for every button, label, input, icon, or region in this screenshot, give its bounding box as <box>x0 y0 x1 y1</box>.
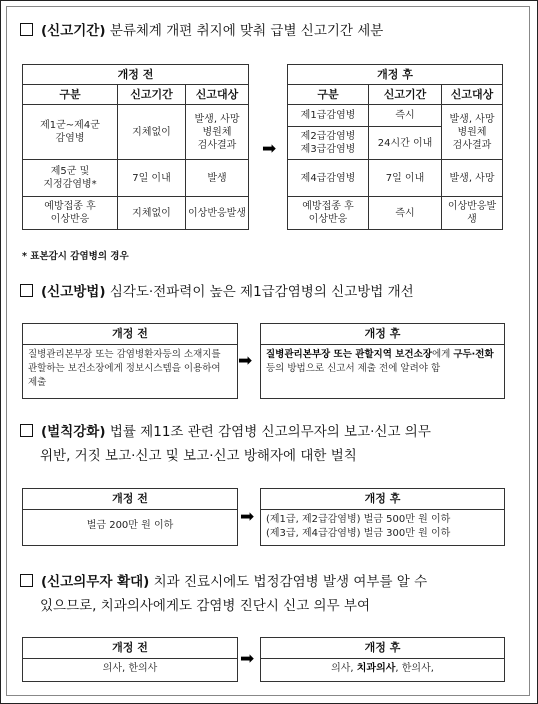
box-title: 개정 전 <box>23 638 237 659</box>
section1-heading <box>20 20 383 42</box>
table-title: 개정 전 <box>23 65 249 85</box>
box-body <box>261 659 504 679</box>
table-cell: 제5군 및 지정감염병* <box>23 160 118 197</box>
table-cell: 발생, 사망 병원체 검사결과 <box>442 105 503 160</box>
square-bullet-icon <box>20 574 33 587</box>
table-cell: 발생 <box>186 160 249 197</box>
square-bullet-icon <box>20 23 33 36</box>
body-text: 등의 방법으로 신고서 제출 전에 알려야 함 <box>266 363 441 374</box>
table-cell: 24시간 이내 <box>369 127 442 160</box>
body-text: 에게 <box>431 349 454 360</box>
square-bullet-icon <box>20 284 33 297</box>
table-cell: 즉시 <box>369 105 442 127</box>
col-header: 신고대상 <box>442 85 503 105</box>
section1-tag: (신고기간) <box>41 23 106 39</box>
table-cell: 7일 이내 <box>369 160 442 197</box>
bold-text: 치과의사 <box>356 663 396 674</box>
table-cell: 제1군~제4군 감염병 <box>23 105 118 160</box>
section1-text: 분류체계 개편 취지에 맞춰 급별 신고기간 세분 <box>109 23 384 39</box>
section3-tag: (벌칙강화) <box>41 424 106 440</box>
section4-before-box <box>22 637 238 682</box>
table-cell: 이상반응발생 <box>442 197 503 230</box>
section3-after-box <box>260 488 505 546</box>
table-cell: 이상반응발생 <box>186 197 249 230</box>
section3-heading-line2: 위반, 거짓 보고·신고 및 보고·신고 방해자에 대한 벌칙 <box>40 448 357 464</box>
table-cell: 발생, 사망 <box>442 160 503 197</box>
section3-heading <box>20 421 431 443</box>
right-arrow-icon: ➡ <box>240 649 255 669</box>
table-cell: 예방접종 후 이상반응 <box>23 197 118 230</box>
section2-before-box <box>22 323 238 399</box>
table-title: 개정 후 <box>288 65 503 85</box>
table-cell: 7일 이내 <box>118 160 186 197</box>
right-arrow-icon: ➡ <box>238 351 253 371</box>
footnote: * 표본감시 감염병의 경우 <box>22 251 129 262</box>
box-title: 개정 후 <box>261 489 504 510</box>
col-header: 구분 <box>288 85 369 105</box>
box-body <box>261 510 504 544</box>
table-cell: 제1급감염병 <box>288 105 369 127</box>
section2-text: 심각도·전파력이 높은 제1급감염병의 신고방법 개선 <box>109 284 414 300</box>
table-cell: 즉시 <box>369 197 442 230</box>
section4-text-line1: 치과 진료시에도 법정감염병 발생 여부를 알 수 <box>153 574 428 590</box>
table-cell: 지체없이 <box>118 197 186 230</box>
bold-text: 구두·전화 <box>453 349 494 360</box>
col-header: 구분 <box>23 85 118 105</box>
section2-after-box <box>260 323 505 399</box>
table-cell: 예방접종 후 이상반응 <box>288 197 369 230</box>
box-title: 개정 후 <box>261 638 504 659</box>
table-cell: 발생, 사망 병원체 검사결과 <box>186 105 249 160</box>
box-title: 개정 전 <box>23 489 237 510</box>
section3-text-line1: 법률 제11조 관련 감염병 신고의무자의 보고·신고 의무 <box>109 424 431 440</box>
section4-tag: (신고의무자 확대) <box>41 574 150 590</box>
box-body: 의사, 한의사 <box>102 663 158 674</box>
box-title: 개정 후 <box>261 324 504 345</box>
section1-after-table <box>287 64 503 230</box>
col-header: 신고기간 <box>369 85 442 105</box>
table-cell: 제2급감염병 제3급감염병 <box>288 127 369 160</box>
table-cell: 제4급감염병 <box>288 160 369 197</box>
section2-heading <box>20 281 414 303</box>
section4-after-box <box>260 637 505 682</box>
penalty-line: (제3급, 제4급감염병) 벌금 300만 원 이하 <box>266 528 451 539</box>
box-body: 질병관리본부장 또는 감염병환자등의 소재지를 관할하는 보건소장에게 정보시스템을 이용하여 제출 <box>28 349 221 388</box>
section4-heading <box>20 571 427 593</box>
box-title: 개정 전 <box>23 324 237 345</box>
body-text: , 한의사, <box>395 663 434 674</box>
col-header: 신고기간 <box>118 85 186 105</box>
section3-before-box <box>22 488 238 546</box>
box-body <box>261 345 504 379</box>
right-arrow-icon: ➡ <box>262 139 277 159</box>
table-cell: 지체없이 <box>118 105 186 160</box>
right-arrow-icon: ➡ <box>240 507 255 527</box>
box-body: 벌금 200만 원 이하 <box>86 520 174 531</box>
penalty-line: (제1급, 제2급감염병) 벌금 500만 원 이하 <box>266 514 451 525</box>
section4-heading-line2: 있으므로, 치과의사에게도 감염병 진단시 신고 의무 부여 <box>40 598 370 614</box>
section2-tag: (신고방법) <box>41 284 106 300</box>
square-bullet-icon <box>20 424 33 437</box>
bold-text: 질병관리본부장 또는 관할지역 보건소장 <box>266 349 432 360</box>
body-text: 의사, <box>331 663 357 674</box>
section1-before-table <box>22 64 249 230</box>
col-header: 신고대상 <box>186 85 249 105</box>
